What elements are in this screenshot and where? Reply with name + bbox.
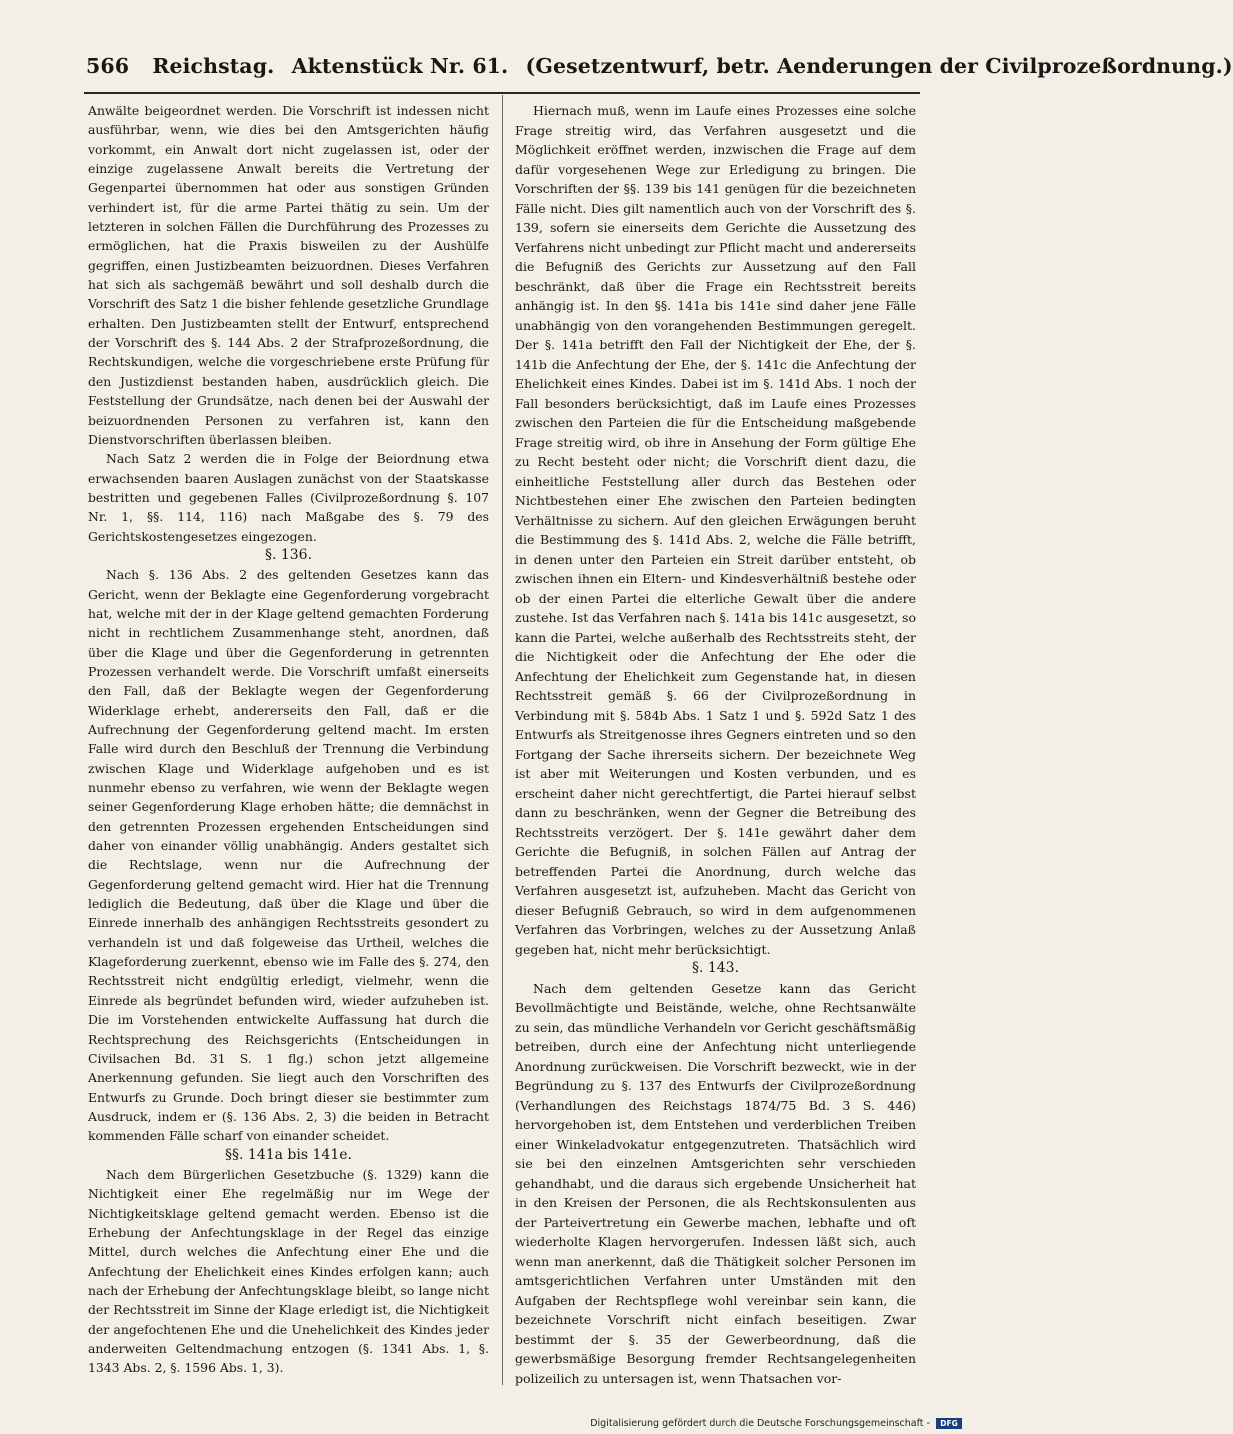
right-column-paragraph: Hiernach muß, wenn im Laufe eines Prozesses eine solche Frage streitig wird, das Verfahren ausgesetzt und die Möglichkeit eröffnet werden, inzwischen die Frage auf dem dafür vorgesehenen Wege zur Erledigung zu bringen. Die Vorschriften der §§. 139 bis 141 genügen für die bezeichneten Fälle nicht. Dies gilt namentlich auch von der Vorschrift des §. 139, sofern sie einerseits dem Gerichte die Aussetzung des Verfahrens nicht unbedingt zur Pflicht macht und andererseits die Befugniß des Gerichts zur Aussetzung auf den Fall beschränkt, daß über die Frage ein Rechtsstreit bereits anhängig ist. In den §§. 141a bis 141e sind daher jene Fälle unabhängig von den vorangehenden Bestimmungen geregelt. Der §. 141a betrifft den Fall der Nichtigkeit der Ehe, der §. 141b die Anfechtung der Ehe, der §. 141c die Anfechtung der Ehelichkeit eines Kindes. Dabei ist im §. 141d Abs. 1 noch der Fall besonders berücksichtigt, daß im Laufe eines Prozesses zwischen den Parteien die für die Entscheidung maßgebende Frage streitig wird, ob ihre in Ansehung der Form gültige Ehe zu Recht besteht oder nicht; die Vorschrift dient dazu, die einheitliche Feststellung aller durch das Bestehen oder Nichtbestehen einer Ehe zwischen den Parteien bedingten Verhältnisse zu sichern. Auf den gleichen Erwägungen beruht die Bestimmung des §. 141d Abs. 2, welche die Fälle betrifft, in denen unter den Parteien ein Streit darüber entsteht, ob zwischen ihnen ein Eltern- und Kindesverhältniß bestehe oder ob der einen Partei die elterliche Gewalt über die andere zustehe. Ist das Verfahren nach §. 141a bis 141c ausgesetzt, so kann die Partei, welche außerhalb des Rechtsstreits steht, der die Nichtigkeit oder die Anfechtung der Ehe oder die Anfechtung der Ehelichkeit zum Gegenstande hat, in diesen Rechtsstreit gemäß §. 66 der Civilprozeßordnung in Verbindung mit §. 584b Abs. 1 Satz 1 und §. 592d Satz 1 des Entwurfs als Streitgenosse ihres Gegners eintreten und so den Fortgang der Sache ihrerseits sichern. Der bezeichnete Weg ist aber mit Weiterungen und Kosten verbunden, und es erscheint daher nicht gerechtfertigt, die Partei hierauf selbst dann zu beschränken, wenn der Gegner die Betreibung des Rechtsstreits verzögert. Der §. 141e gewährt daher dem Gerichte die Befugniß, in solchen Fällen auf Antrag der betreffenden Partei die Anordnung, durch welche das Verfahren ausgesetzt ist, aufzuheben. Macht das Gericht von dieser Befugniß Gebrauch, so wird in dem aufgenommenen Verfahren das Vorbringen, welches zu der Aussetzung Anlaß gegeben hat, nicht mehr berücksichtigt. — [515, 103, 916, 957]
left-column-paragraph: Nach dem Bürgerlichen Gesetzbuche (§. 1329) kann die Nichtigkeit einer Ehe regelmäßig nur im Wege der Nichtigkeitsklage geltend gemacht werden. Ebenso ist die Erhebung der Anfechtungsklage in der Regel das einzige Mittel, durch welches die Anfechtung einer Ehe und die Anfechtung der Ehelichkeit eines Kindes erfolgen kann; auch nach der Erhebung der Anfechtungsklage bleibt, so lange nicht der Rechtsstreit im Sinne der Klage erledigt ist, die Nichtigkeit der angefochtenen Ehe und die Unehelichkeit des Kindes jeder anderweiten Geltendmachung entzogen (§. 1341 Abs. 1, §. 1343 Abs. 2, §. 1596 Abs. 1, 3). — [88, 1166, 489, 1376]
page-number: 566 — [86, 54, 130, 78]
right-column-paragraph: Nach dem geltenden Gesetze kann das Gericht Bevollmächtigte und Beistände, welche, ohne Rechtsanwälte zu sein, das mündliche Verhandeln vor Gericht geschäftsmäßig betreiben, durch eine der Anfechtung nicht unterliegende Anordnung zurückweisen. Die Vorschrift bezweckt, wie in der Begründung zu §. 137 des Entwurfs der Civilprozeßordnung (Verhandlungen des Reichstags 1874/75 Bd. 3 S. 446) hervorgehoben ist, dem Entstehen und verderblichen Treiben einer Winkeladvokatur entgegenzutreten. Thatsächlich wird sie bei den einzelnen Amtsgerichten sehr verschieden gehandhabt, und die daraus sich ergebende Unsicherheit hat in den Kreisen der Personen, die als Rechtskonsulenten aus der Parteivertretung ein Gewerbe machen, lebhafte und oft wiederholte Klagen hervorgerufen. Indessen läßt sich, auch wenn man anerkennt, daß die Thätigkeit solcher Personen im amtsgerichtlichen Verfahren unter Umständen mit den Aufgaben der Rechtspflege wohl vereinbar sein kann, die bezeichnete Vorschrift nicht einfach beseitigen. Zwar bestimmt der §. 35 der Gewerbeordnung, daß die gewerbsmäßige Besorgung fremder Rechtsangelegenheiten polizeilich zu untersagen ist, wenn Thatsachen vor- — [515, 980, 916, 1386]
footer-text: Digitalisierung gefördert durch die Deutsche Forschungsgemeinschaft - — [590, 1418, 930, 1429]
header-document-title: (Gesetzentwurf, betr. Aenderungen der Civilprozeßordnung.) — [525, 54, 1233, 78]
left-column — [88, 101, 489, 1378]
left-column-paragraph: Nach §. 136 Abs. 2 des geltenden Gesetzes kann das Gericht, wenn der Beklagte eine Gegenforderung vorgebracht hat, welche mit der in der Klage geltend gemachten Forderung nicht in rechtlichem Zusammenhange steht, anordnen, daß über die Klage und über die Gegenforderung in getrennten Prozessen verhandelt werde. Die Vorschrift umfaßt einerseits den Fall, daß der Beklagte wegen der Gegenforderung Widerklage erhebt, andererseits den Fall, daß er die Aufrechnung der Gegenforderung geltend macht. Im ersten Falle wird durch den Beschluß der Trennung die Verbindung zwischen Klage und Widerklage aufgehoben und es ist nunmehr ebenso zu verfahren, wie wenn der Beklagte wegen seiner Gegenforderung Klage erhoben hätte; die demnächst in den getrennten Prozessen ergehenden Entscheidungen sind daher von einander völlig unabhängig. Anders gestaltet sich die Rechtslage, wenn nur die Aufrechnung der Gegenforderung geltend gemacht wird. Hier hat die Trennung lediglich die Bedeutung, daß über die Klage und über die Einrede innerhalb des anhängigen Rechtsstreits gesondert zu verhandeln ist und daß folgeweise das Urtheil, welches die Klageforderung zuerkennt, ebenso wie im Falle des §. 274, den Rechtsstreit nicht endgültig erledigt, vielmehr, wenn die Einrede als begründet befunden wird, wieder aufzuheben ist. Die im Vorstehenden entwickelte Auffassung hat durch die Rechtsprechung des Reichsgerichts (Entscheidungen in Civilsachen Bd. 31 S. 1 flg.) schon jetzt allgemeine Anerkennung gefunden. Sie liegt auch den Vorschriften des Entwurfs zu Grunde. Doch bringt dieser sie bestimmter zum Ausdruck, indem er (§. 136 Abs. 2, 3) die beiden in Betracht kommenden Fälle scharf von einander scheidet. — [88, 567, 489, 1144]
header-document-number: Aktenstück Nr. 61. — [291, 54, 509, 78]
header-publication: Reichstag. — [152, 54, 275, 78]
left-column-section-heading: §§. 141a bis 141e. — [225, 1146, 352, 1163]
dfg-logo-icon: DFG — [936, 1418, 962, 1429]
left-column-paragraph: Nach Satz 2 werden die in Folge der Beiordnung etwa erwachsenden baaren Auslagen zunächst von der Staatskasse bestritten und gegebenen Falles (Civilprozeßordnung §. 107 Nr. 1, §§. 114, 116) nach Maßgabe des §. 79 des Gerichtskostengesetzes eingezogen. — [88, 451, 489, 544]
left-column-section-heading: §. 136. — [264, 546, 313, 563]
header-rule — [84, 92, 920, 94]
right-column — [515, 101, 916, 1388]
column-divider — [502, 95, 503, 1385]
left-column-paragraph: Anwälte beigeordnet werden. Die Vorschrift ist indessen nicht ausführbar, wenn, wie dies bei den Amtsgerichten häufig vorkommt, ein Anwalt dort nicht zugelassen ist, oder der einzige zugelassene Anwalt bereits die Vertretung der Gegenpartei übernommen hat oder aus sonstigen Gründen verhindert ist, für die arme Partei thätig zu sein. Um der letzteren in solchen Fällen die Durchführung des Prozesses zu ermöglichen, hat die Praxis bisweilen zu der Aushülfe gegriffen, einen Justizbeamten beizuordnen. Dieses Verfahren hat sich als sachgemäß bewährt und soll deshalb durch die Vorschrift des Satz 1 die bisher fehlende gesetzliche Grundlage erhalten. Den Justizbeamten stellt der Entwurf, entsprechend der Vorschrift des §. 144 Abs. 2 der Strafprozeßordnung, die Rechtskundigen, welche die vorgeschriebene erste Prüfung für den Justizdienst bestanden haben, ausdrücklich gleich. Die Feststellung der Grundsätze, nach denen bei der Auswahl der beizuordnenden Personen zu verfahren ist, kann den Dienstvorschriften überlassen bleiben. — [88, 103, 489, 447]
right-column-section-heading: §. 143. — [691, 960, 740, 976]
digitization-footer — [590, 1418, 962, 1429]
page-header — [86, 54, 1233, 78]
